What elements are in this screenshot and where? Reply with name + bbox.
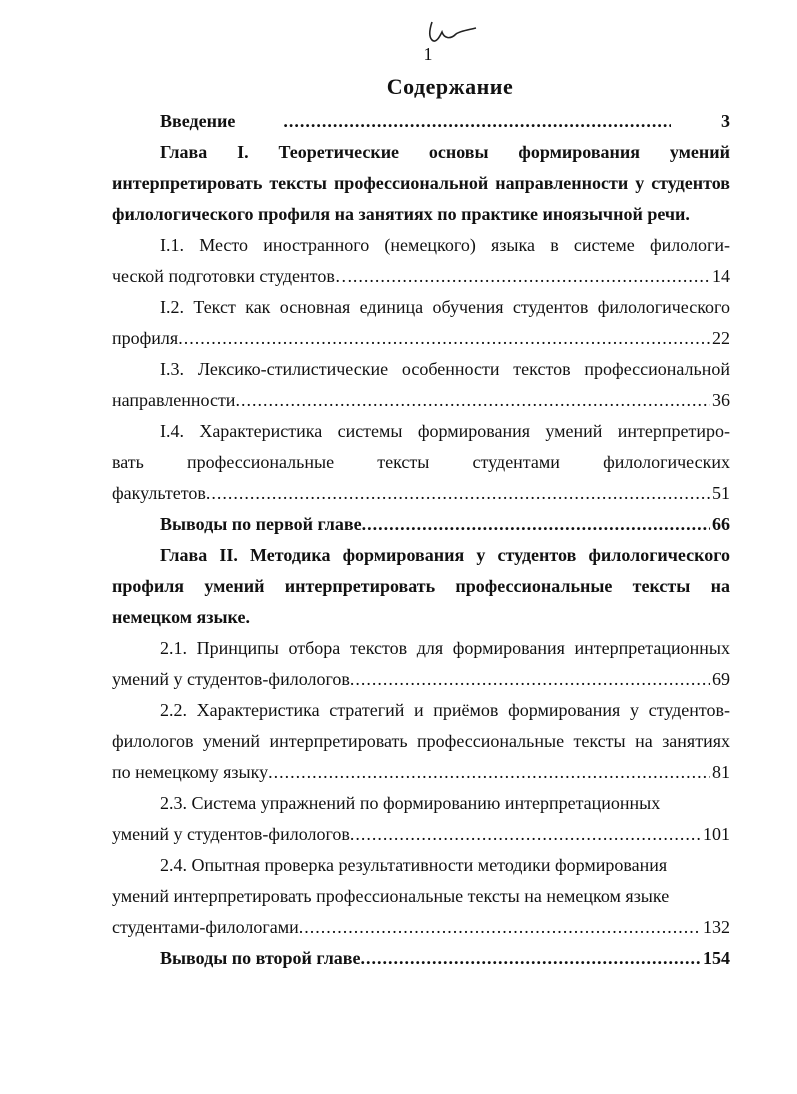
page-number: 1	[423, 44, 433, 64]
chapter-2-title: Глава II. Методика формирования у студентов филологического профиля умений интерпретировать профессиональные тексты на немецком языке.	[112, 545, 730, 627]
toc-conclusion-1: Выводы по первой главе ..... 66	[112, 509, 730, 540]
table-of-contents	[112, 106, 730, 974]
chapter-1-title: Глава I. Теоретические основы формирования умений интерпретировать тексты профессиональной направленности у студентов филологического профиля на занятиях по практике иноязычной речи.	[112, 142, 730, 224]
toc-section-1-4: I.4. Характеристика системы формирования умений интерпретиро- вать профессиональные тексты студентами филологических факультетов ..... 51	[112, 416, 730, 509]
toc-section-1-2: I.2. Текст как основная единица обучения студентов филологического профиля ..... 22	[112, 292, 730, 354]
toc-conclusion-2: Выводы по второй главе ..... 154	[112, 943, 730, 974]
toc-section-1-1: I.1. Место иностранного (немецкого) языка в системе филологи- ческой подготовки студентов… ..... 14	[112, 230, 730, 292]
toc-section-2-4: 2.4. Опытная проверка результативности методики формирования умений интерпретировать профессиональные тексты на немецком языке студентами-филологами ..... 132	[112, 850, 730, 943]
page-title: Содержание	[386, 74, 514, 99]
toc-section-2-1: 2.1. Принципы отбора текстов для формирования интерпретационных умений у студентов-филологов ..... 69	[112, 633, 730, 695]
toc-section-1-3: I.3. Лексико-стилистические особенности текстов профессиональной направленности ..... 36	[112, 354, 730, 416]
toc-intro: Введение ..... 3	[112, 106, 730, 137]
toc-section-2-3: 2.3. Система упражнений по формированию интерпретационных умений у студентов-филологов ..... 101	[112, 788, 730, 850]
toc-section-2-2: 2.2. Характеристика стратегий и приёмов формирования у студентов- филологов умений интерпретировать профессиональные тексты на занятиях по немецкому языку ..... 81	[112, 695, 730, 788]
